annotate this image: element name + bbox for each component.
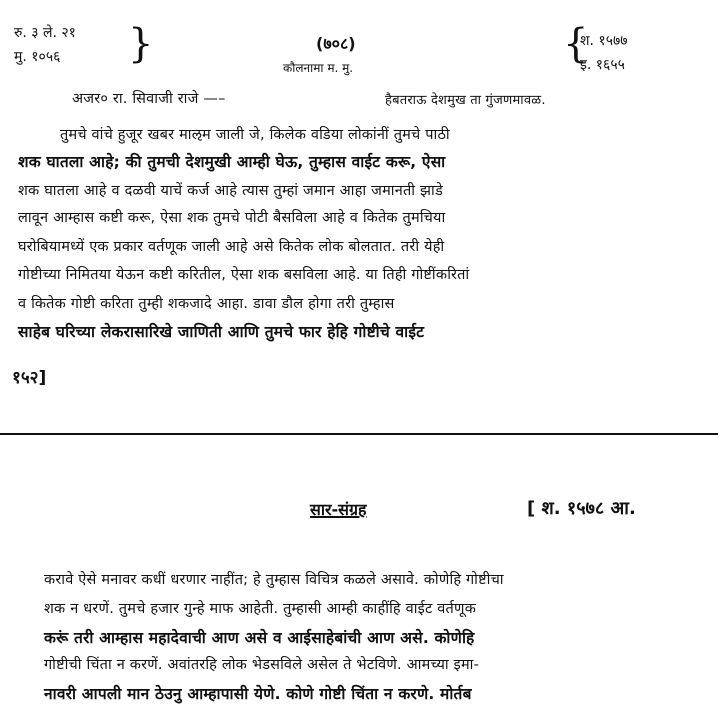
body-line-3: शक घातला आहे व दळवी याचें कर्ज आहे त्यास तुम्हां जमान आहा जमानती झाडे	[18, 183, 443, 199]
body-line-8: साहेब घरिच्या लेकरासारिखे जाणिती आणि तुमचे फार हेहि गोष्टीचे वाईट	[18, 323, 425, 341]
right-brace-icon: {	[563, 21, 589, 67]
section-heading: सार-संग्रह	[310, 500, 367, 519]
section-divider	[0, 433, 718, 435]
era-reference: [ श. १५७८ आ.	[527, 498, 636, 519]
bottom-line-1: करावे ऐसे मनावर कधीं धरणार नाहींत; हे तुम्हास विचित्र कळले असावे. कोणेहि गोष्टीचा	[44, 572, 504, 588]
source-title: कौलनामा म. मु.	[283, 61, 354, 75]
bottom-line-4: गोष्टीची चिंता न करणें. अवांतरहि लोक भेडसविले असेल ते भेटविणे. आमच्या इमा-	[44, 657, 480, 673]
body-line-1: तुमचे वांचे हुजूर खबर माऌम जाली जे, किलेक वडिया लोकांनीं तुमचे पाठी	[60, 127, 450, 143]
left-ref-line2: मु. १०५६	[14, 49, 61, 65]
left-brace-icon: }	[128, 21, 154, 67]
right-ref-line1: श. १५७७	[580, 33, 628, 49]
bottom-line-3: करूं तरी आम्हास महादेवाची आण असे व आईसाहेबांची आण असे. कोणेहि	[44, 629, 475, 647]
sender: हैबतराऊ देशमुख ता गुंजणमावळ.	[385, 93, 546, 108]
document-number: (७०८)	[316, 34, 356, 53]
addressee: अजर० रा. सिवाजी राजे —–	[72, 91, 226, 107]
body-line-6: गोष्टीच्या निमितया येऊन कष्टी करितील, ऐसा शक बसविला आहे. या तिही गोष्टींकरितां	[18, 267, 470, 283]
right-ref-line2: इ. १६५५	[580, 57, 625, 73]
bottom-line-2: शक न धरणें. तुमचे हजार गुन्हे माफ आहेती. तुम्हासी आम्ही काहींहि वाईट वर्तणूक	[44, 601, 477, 617]
left-ref-line1: रु. ३ ले. २१	[14, 25, 76, 41]
body-line-7: व कितेक गोष्टी करिता तुम्ही शकजादे आहा. डावा डौल होगा तरी तुम्हास	[18, 296, 395, 312]
bottom-line-5: नावरी आपली मान ठेउनु आम्हापासी येणे. कोणे गोष्टी चिंता न करणे. मोर्तब	[44, 685, 472, 703]
page-marker: १५२]	[12, 368, 47, 388]
body-line-5: घरोबियामध्यें एक प्रकार वर्तणूक जाली आहे असे कितेक लोक बोलतात. तरी येही	[18, 239, 445, 255]
body-line-2: शक घातला आहे; की तुमची देशमुखी आम्ही घेऊ, तुम्हास वाईट करू, ऐसा	[18, 153, 446, 171]
body-line-4: लावून आम्हास कष्टी करू, ऐसा शक तुमचे पोटी बैसविला आहे व कितेक तुमचिया	[18, 210, 446, 226]
